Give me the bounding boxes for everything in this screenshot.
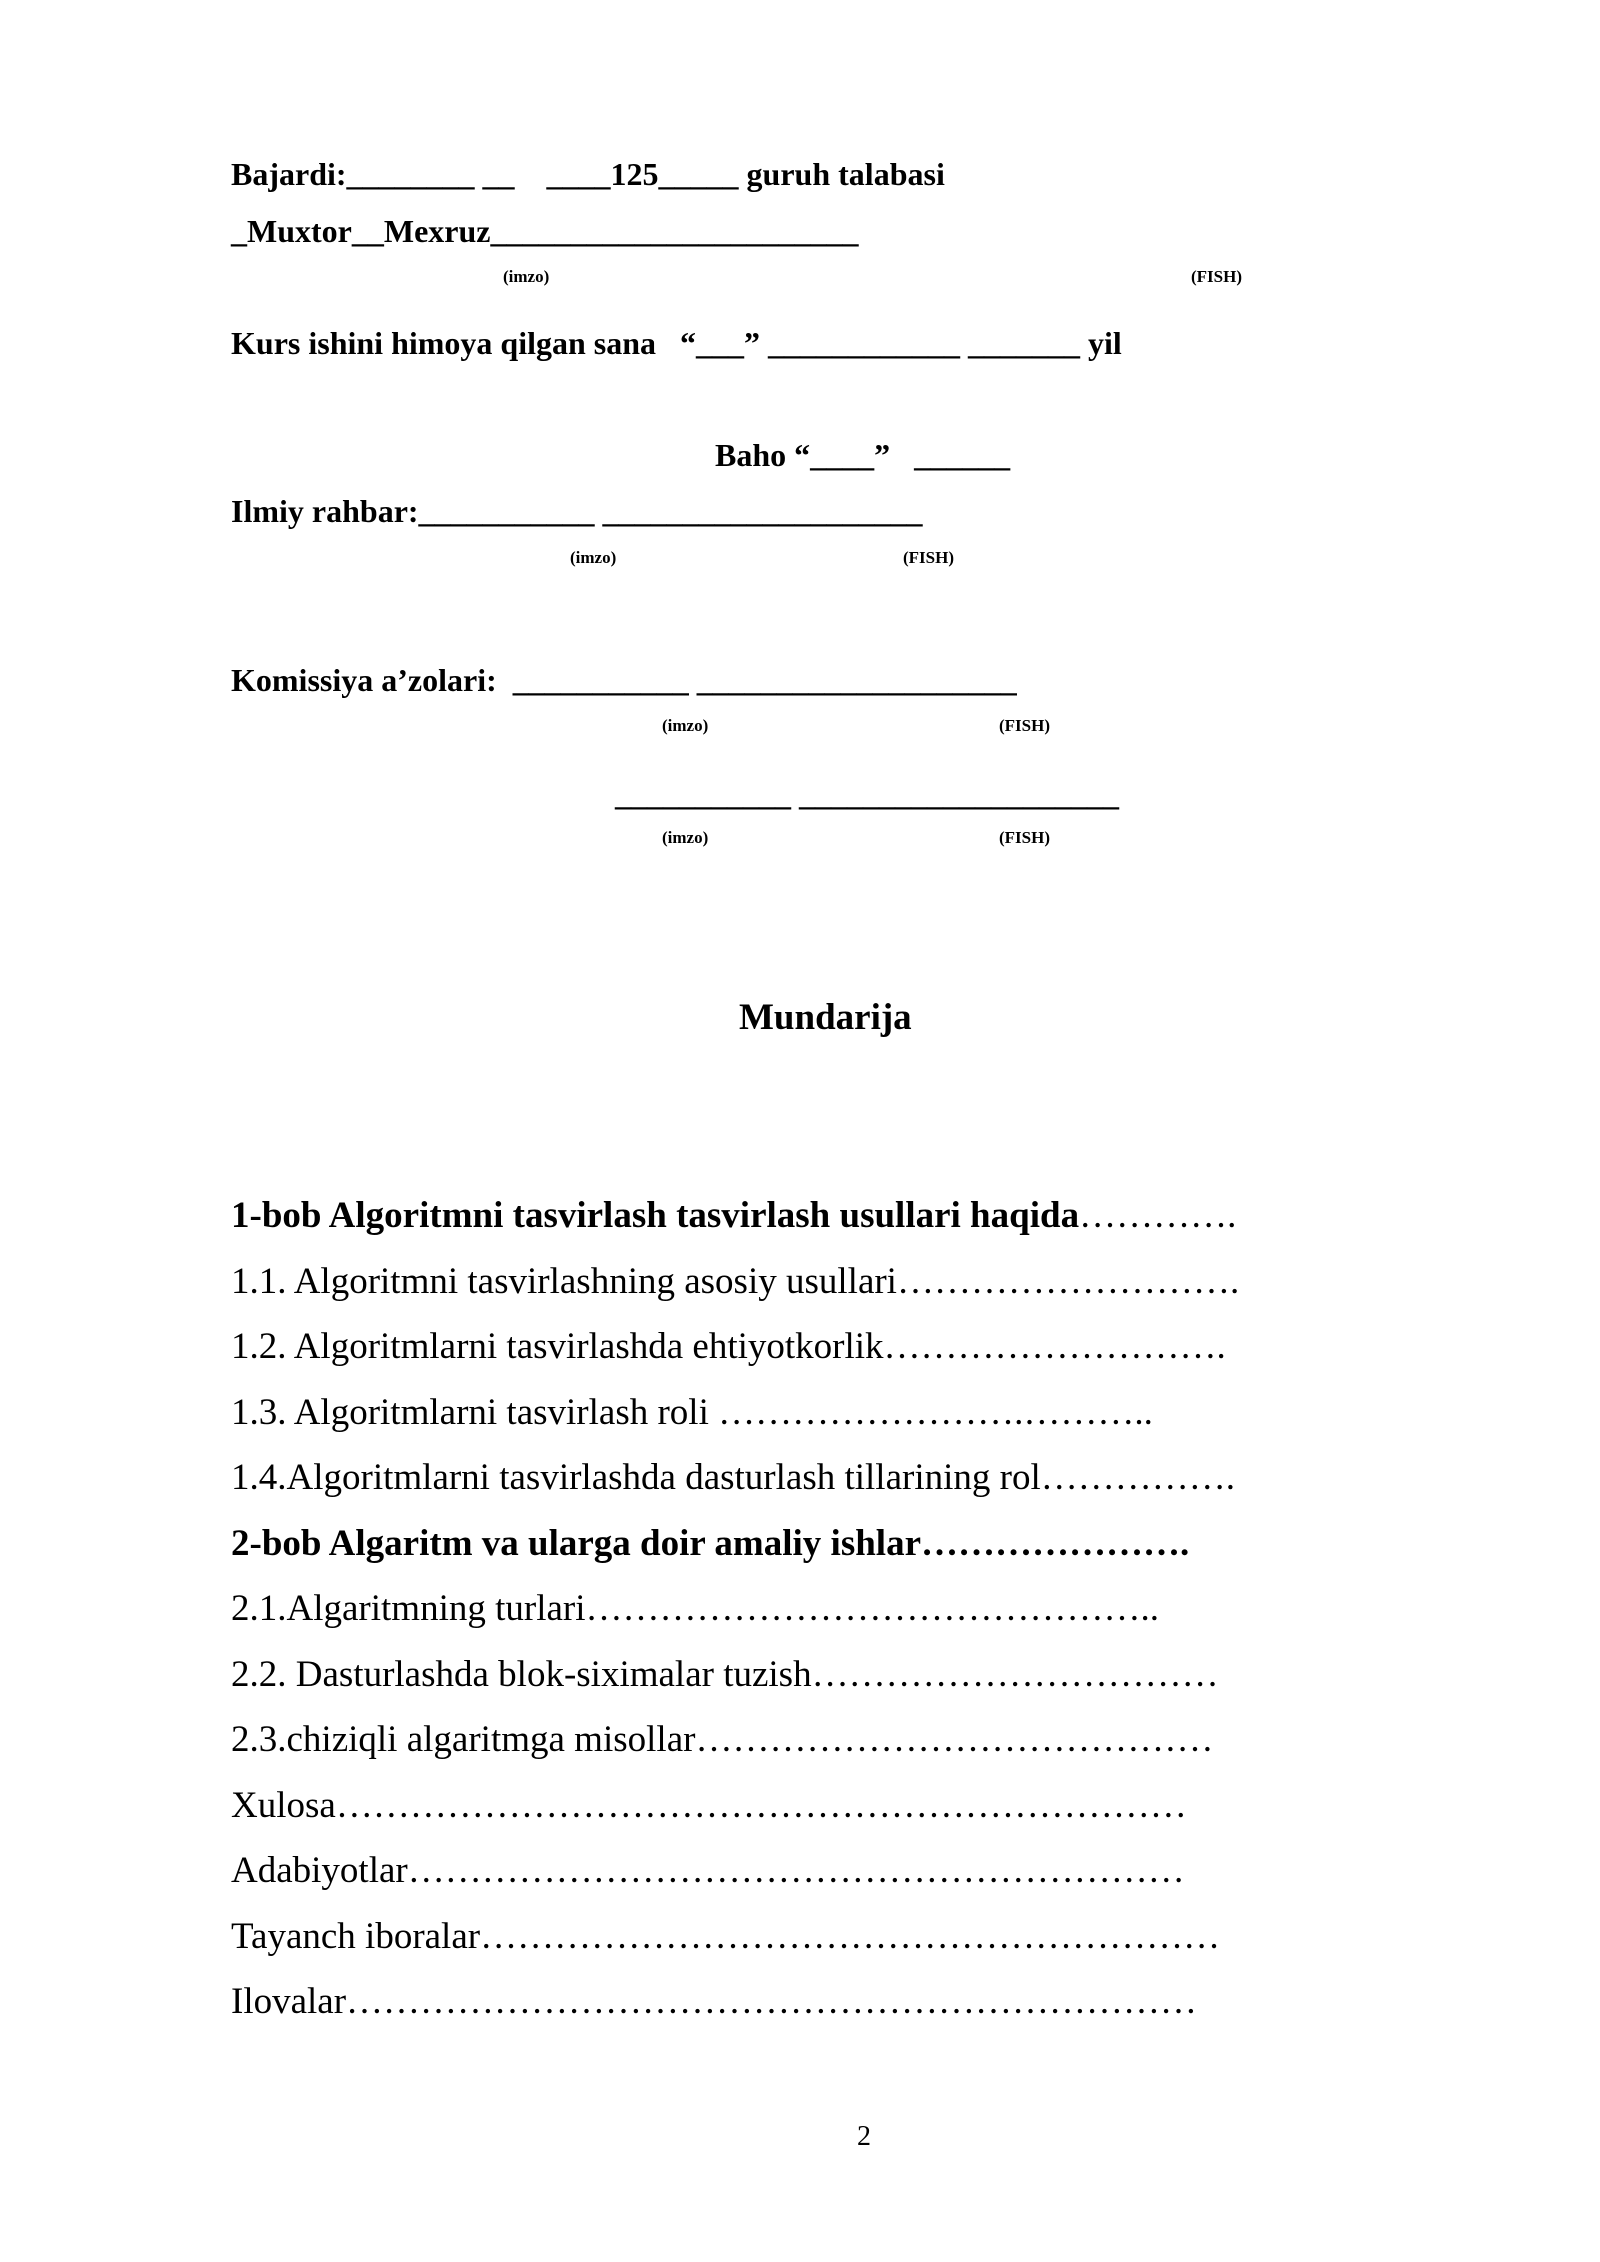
toc-item-leader: …………………………………… xyxy=(695,1719,1214,1760)
fish-caption: (FISH) xyxy=(1191,267,1242,286)
imzo-caption: (imzo) xyxy=(662,828,709,847)
toc-item-leader: …………………………… xyxy=(811,1654,1219,1695)
fish-caption: (FISH) xyxy=(999,828,1050,847)
toc-item-leader: …………………….……….. xyxy=(718,1392,1153,1433)
toc-item-leader: …………………………………………………… xyxy=(480,1916,1221,1957)
toc-item xyxy=(231,1459,1235,1496)
toc-item xyxy=(231,1197,1236,1234)
toc-item-label: 1-bob Algoritmni tasvirlash tasvirlash usullari haqida xyxy=(231,1195,1080,1236)
imzo-caption: (imzo) xyxy=(503,267,550,286)
toc-item-label: Ilovalar xyxy=(231,1981,347,2022)
toc-item xyxy=(231,1918,1220,1955)
fish-caption: (FISH) xyxy=(999,716,1050,735)
toc-item-label: 1.2. Algoritmlarni tasvirlashda ehtiyotkorlik xyxy=(231,1326,884,1367)
student-name-line: _Muxtor__Mexruz_______________________ xyxy=(231,213,859,249)
ilmiy-rahbar-line: Ilmiy rahbar:___________ ____________________ xyxy=(231,493,923,529)
toc-item-leader: …………………………………………………………… xyxy=(346,1981,1198,2022)
page-number: 2 xyxy=(857,2121,871,2152)
imzo-caption: (imzo) xyxy=(570,548,617,567)
defense-date-line: Kurs ishini himoya qilgan sana “___” ____________ _______ yil xyxy=(231,325,1122,361)
toc-item-leader: …………………………………………………………… xyxy=(335,1785,1187,1826)
toc-item-label: 2-bob Algaritm va ularga doir amaliy ishlar xyxy=(231,1523,922,1564)
toc-item xyxy=(231,1656,1219,1693)
imzo-caption: (imzo) xyxy=(662,716,709,735)
toc-item xyxy=(231,1787,1187,1824)
komissiya-line: Komissiya a’zolari: ___________ ____________________ xyxy=(231,662,1017,698)
toc-title: Mundarija xyxy=(739,997,912,1038)
toc-item-label: Tayanch iboralar xyxy=(231,1916,481,1957)
toc-item xyxy=(231,1852,1185,1889)
toc-item xyxy=(231,1394,1153,1431)
toc-item-label: Adabiyotlar xyxy=(231,1850,408,1891)
toc-item xyxy=(231,1721,1213,1758)
toc-item-label: Xulosa xyxy=(231,1785,336,1826)
toc-item-leader: ……………………………………….. xyxy=(585,1588,1160,1629)
toc-item-label: 2.3.chiziqli algaritmga misollar xyxy=(231,1719,696,1760)
toc-item xyxy=(231,1328,1226,1365)
baho-line: Baho “____” ______ xyxy=(715,437,1011,473)
toc-item-leader: ……………. xyxy=(1040,1457,1235,1498)
fish-caption: (FISH) xyxy=(903,548,954,567)
toc-item xyxy=(231,1263,1239,1300)
toc-item-label: 2.2. Dasturlashda blok-siximalar tuzish xyxy=(231,1654,812,1695)
toc-item-leader: …………. xyxy=(1079,1195,1237,1236)
toc-item xyxy=(231,1590,1159,1627)
toc-item-leader: ………………………. xyxy=(883,1326,1226,1367)
komissiya-line-2: ___________ ____________________ xyxy=(615,776,1119,812)
toc-item-label: 1.3. Algoritmlarni tasvirlash roli xyxy=(231,1392,719,1433)
toc-item-label: 1.1. Algoritmni tasvirlashning asosiy usullari xyxy=(231,1261,897,1302)
toc-item xyxy=(231,1983,1197,2020)
toc-item-leader: …………………. xyxy=(921,1523,1190,1564)
toc-item xyxy=(231,1525,1189,1562)
toc-item-leader: ……………………………………………………… xyxy=(407,1850,1185,1891)
toc-item-label: 1.4.Algoritmlarni tasvirlashda dasturlash tillarining rol xyxy=(231,1457,1041,1498)
bajardi-line: Bajardi:________ __ ____125_____ guruh talabasi xyxy=(231,156,945,192)
toc-item-leader: ………………………. xyxy=(896,1261,1240,1302)
toc-item-label: 2.1.Algaritmning turlari xyxy=(231,1588,586,1629)
